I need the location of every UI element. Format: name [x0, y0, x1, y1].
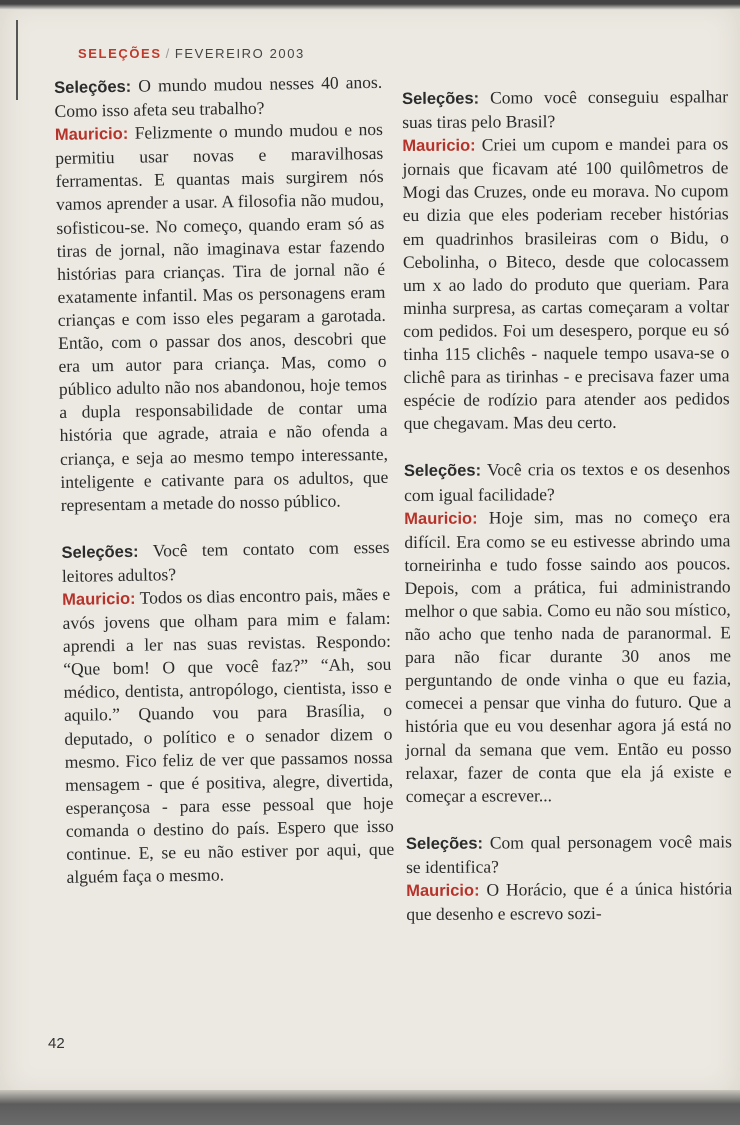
header-date: FEVEREIRO 2003 — [174, 46, 305, 61]
answer-speaker: Mauricio: — [54, 125, 129, 145]
answer-speaker: Mauricio: — [404, 509, 478, 528]
answer-speaker: Mauricio: — [62, 589, 136, 609]
answer-speaker: Mauricio: — [402, 136, 476, 156]
header-brand: SELEÇÕES — [78, 46, 162, 61]
interview-block — [404, 458, 732, 808]
question-speaker: Seleções: — [402, 89, 480, 108]
interview-block — [402, 85, 730, 435]
interview-block — [54, 71, 389, 517]
question-speaker: Seleções: — [403, 461, 482, 481]
answer-speaker: Mauricio: — [406, 881, 480, 900]
page-bottom-shadow — [0, 1090, 740, 1125]
question-text: Com qual personagem você mais se identifica? — [406, 831, 733, 877]
right-column — [402, 85, 733, 950]
question-speaker: Seleções: — [61, 542, 139, 562]
interview-block — [406, 830, 732, 926]
answer-text: Felizmente o mundo mudou e nos permitiu usar novas e maravilhosas ferramentas. E quantas mais surgirem nós vamos aprender a usar. A filosofia não mudou, sofisticou-se. No começo, quando eram só as tiras de jornal, não imaginava estar fazendo histórias para crianças. Tira de jornal não é exatamente infantil. Mas os personagens eram crianças e com isso eles pegaram a garotada. Então, com o passar dos anos, descobri que era um autor para criança. Mas, como o público adulto não nos abandonou, hoje temos a dupla responsabilidade de contar uma história que agrade, atraia e não ofenda a criança, e seja ao mesmo tempo interessante, inteligente e cativante para os adultos, que representam a metade do nosso público. — [55, 119, 389, 515]
header-separator: / — [165, 46, 171, 61]
running-header — [78, 46, 305, 61]
left-column — [54, 71, 395, 913]
page-top-edge — [0, 0, 740, 10]
question-speaker: Seleções: — [405, 834, 484, 853]
interview-block — [61, 536, 394, 890]
answer-text: O Horácio, que é a única história que desenho e escrevo sozi- — [406, 878, 733, 925]
question-text: Você cria os textos e os desenhos com igual facilidade? — [404, 458, 731, 505]
binding-line — [16, 20, 18, 100]
page-number: 42 — [48, 1035, 65, 1052]
answer-text: Hoje sim, mas no começo era difícil. Era como se eu estivesse abrindo uma torneirinha e tudo fosse saindo aos poucos. Depois, com a prática, fui administrando melhor o que sabia. Como eu não sou místico, não acho que tenho nada de paranormal. E para não ficar durante 30 anos me perguntando de onde vinha o que eu fazia, comecei a pensar que vinha do futuro. Que a história que eu vou desenhar agora já está no jornal da semana que vem. Então eu posso relaxar, fazer de conta que ela já existe e começar a escrever... — [404, 505, 732, 806]
question-speaker: Seleções: — [54, 77, 132, 97]
question-text: Como você conseguiu espalhar suas tiras pelo Brasil? — [402, 86, 729, 133]
question-text: O mundo mudou nesses 40 anos. Como isso afeta seu trabalho? — [54, 71, 383, 122]
answer-text: Todos os dias encontro pais, mães e avós jovens que olham para mim e falam: aprendi a ler nas suas revistas. Respondo: “Que bom! O que você faz?” “Ah, sou médico, dentista, antropólogo, cientista, isso e aquilo.” Quando vou para Brasília, o deputado, o político e o senador dizem o mesmo. Fico feliz de ver que passamos nossa mensagem - que é positiva, alegre, divertida, esperançosa - para esse pessoal que hoje comanda o destino do país. Espero que isso continue. E, se eu não estiver por aqui, que alguém faça o mesmo. — [62, 583, 395, 887]
answer-text: Criei um cupom e mandei para os jornais que ficavam até 100 quilômetros de Mogi das Cruzes, onde eu morava. No cupom eu dizia que eles poderiam receber histórias em quadrinhos brasileiras com o Bidu, o Cebolinha, o Biteco, desde que colocassem um x ao lado do produto que queriam. Para minha surpresa, as cartas começaram a voltar com pedidos. Foi um desespero, porque eu só tinha 115 clichês - naquele tempo usava-se o clichê para as tirinhas - e precisava fazer uma espécie de rodízio para atender aos pedidos que chegavam. Mas deu certo. — [402, 133, 730, 434]
question-text: Você tem contato com esses leitores adultos? — [61, 536, 390, 586]
